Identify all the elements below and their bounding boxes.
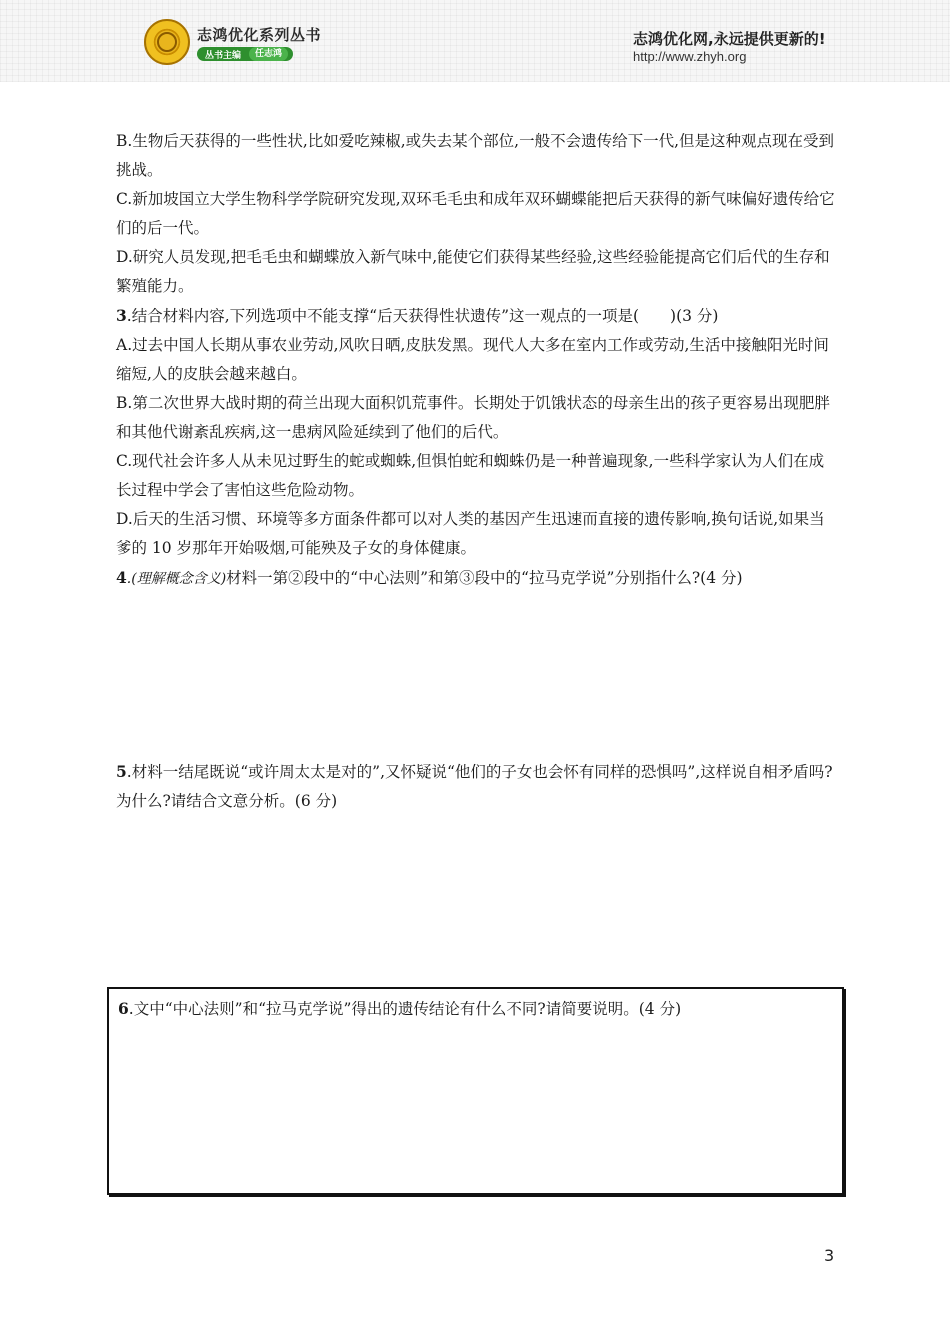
question-content — [116, 127, 838, 594]
q3-option-c: C.现代社会许多人从未见过野生的蛇或蜘蛛,但惧怕蛇和蜘蛛仍是一种普遍现象,一些科学家认为人们在成长过程中学会了害怕这些危险动物。 — [116, 452, 825, 499]
question-6-stem: .文中“中心法则”和“拉马克学说”得出的遗传结论有什么不同?请简要说明。(4 分) — [128, 1000, 682, 1018]
question-5 — [116, 757, 838, 816]
q3-option-a: A.过去中国人长期从事农业劳动,风吹日晒,皮肤发黑。现代人大多在室内工作或劳动,生活中接触阳光时间缩短,人的皮肤会越来越白。 — [116, 336, 829, 383]
editor-badge — [197, 47, 293, 61]
question-6 — [118, 994, 833, 1024]
question-4-tag: .(理解概念含义) — [126, 571, 227, 587]
question-3 — [116, 301, 838, 331]
option-b: B.生物后天获得的一些性状,比如爱吃辣椒,或失去某个部位,一般不会遗传给下一代,但是这种观点现在受到挑战。 — [116, 132, 835, 179]
editor-name: 任志鸿 — [249, 47, 288, 61]
question-6-number: 6 — [118, 999, 129, 1018]
question-5-block — [116, 757, 838, 816]
site-slogan: 志鸿优化网,永远提供更新的! — [633, 30, 826, 48]
question-5-stem: .材料一结尾既说“或许周太太是对的”,又怀疑说“他们的子女也会怀有同样的恐惧吗”,这样说自相矛盾吗?为什么?请结合文意分析。(6 分) — [116, 763, 833, 810]
page-number: 3 — [824, 1246, 835, 1265]
q3-option-d: D.后天的生活习惯、环境等多方面条件都可以对人类的基因产生迅速而直接的遗传影响,换句话说,如果当爹的 10 岁那年开始吸烟,可能殃及子女的身体健康。 — [116, 510, 825, 557]
question-4-number: 4 — [116, 568, 127, 587]
option-c: C.新加坡国立大学生物科学学院研究发现,双环毛毛虫和成年双环蝴蝶能把后天获得的新气味偏好遗传给它们的后一代。 — [116, 190, 835, 237]
question-3-stem: .结合材料内容,下列选项中不能支撑“后天获得性状遗传”这一观点的一项是( )(3 分) — [126, 307, 719, 325]
site-url[interactable]: http://www.zhyh.org — [633, 49, 747, 64]
question-4-stem: 材料一第②段中的“中心法则”和第③段中的“拉马克学说”分别指什么?(4 分) — [226, 569, 743, 587]
question-6-answer-box[interactable] — [107, 987, 844, 1195]
series-logo-icon — [144, 19, 190, 65]
editor-label: 丛书主编 — [205, 50, 242, 61]
page-header — [0, 0, 950, 82]
question-3-number: 3 — [116, 306, 127, 325]
series-title: 志鸿优化系列丛书 — [197, 26, 322, 44]
question-4 — [116, 563, 838, 594]
question-5-number: 5 — [116, 762, 127, 781]
q3-option-b: B.第二次世界大战时期的荷兰出现大面积饥荒事件。长期处于饥饿状态的母亲生出的孩子更容易出现肥胖和其他代谢紊乱疾病,这一患病风险延续到了他们的后代。 — [116, 394, 830, 441]
option-d: D.研究人员发现,把毛毛虫和蝴蝶放入新气味中,能使它们获得某些经验,这些经验能提高它们后代的生存和繁殖能力。 — [116, 248, 830, 295]
